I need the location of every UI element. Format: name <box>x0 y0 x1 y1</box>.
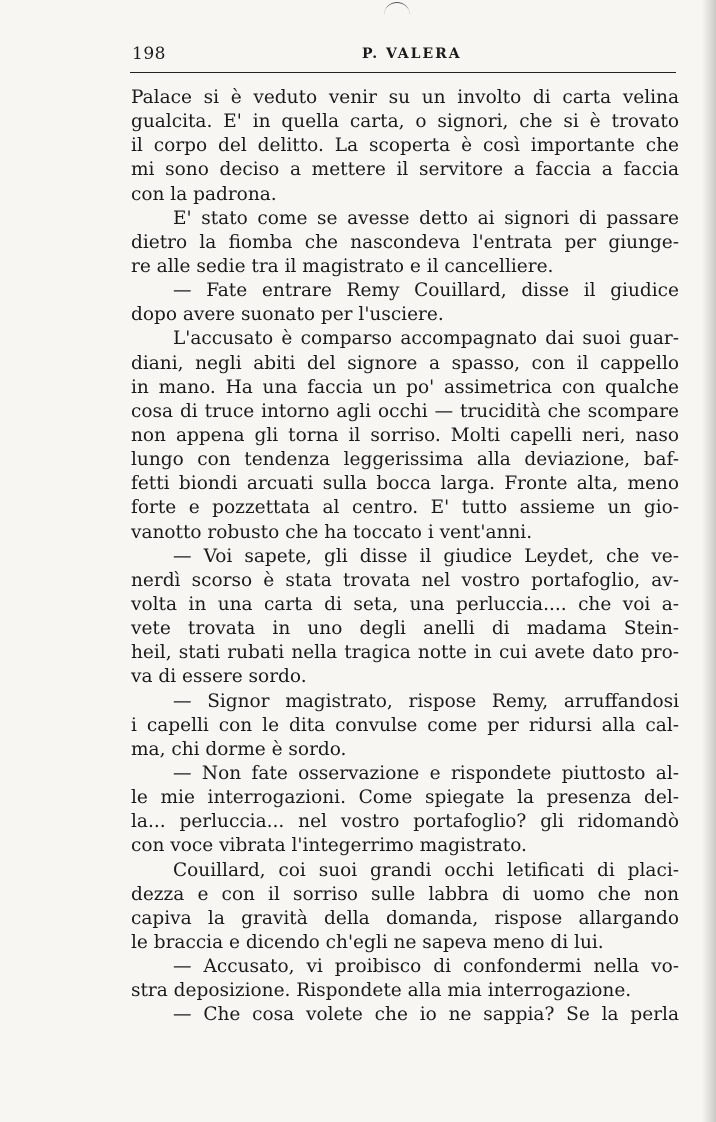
text-line: nerdì scorso è stata trovata nel vostro portafoglio, av- <box>131 569 679 591</box>
text-line: — Fate entrare Remy Couillard, disse il giudice <box>173 280 679 302</box>
text-line: lungo con tendenza leggerissima alla deviazione, baf- <box>131 449 679 471</box>
text-line: — Non fate osservazione e rispondete piuttosto al- <box>173 762 679 784</box>
running-head: P. VALERA <box>362 46 462 62</box>
text-line: dezza e con il sorriso sulle labbra di uomo che non <box>131 883 679 905</box>
text-line: E' stato come se avesse detto ai signori di passare <box>173 207 679 229</box>
text-line: le mie interrogazioni. Come spiegate la presenza del- <box>131 787 679 809</box>
text-line: non appena gli torna il sorriso. Molti capelli neri, naso <box>131 424 679 446</box>
text-line: capiva la gravità della domanda, rispose allargando <box>131 907 679 929</box>
body-text <box>131 86 679 1027</box>
text-line: vanotto robusto che ha toccato i vent'anni. <box>131 521 533 543</box>
text-line: heil, stati rubati nella tragica notte in cui avete dato pro- <box>131 642 679 664</box>
text-line: in mano. Ha una faccia un po' assimetrica con qualche <box>131 376 679 398</box>
text-line: gualcita. E' in quella carta, o signori, che si è trovato <box>131 111 679 133</box>
text-line: cosa di truce intorno agli occhi — trucidità che scompare <box>131 400 679 422</box>
text-line: forte e pozzettata al centro. E' tutto assieme un gio- <box>131 497 679 519</box>
text-line: vete trovata in uno degli anelli di madama Stein- <box>131 618 679 640</box>
text-line: Couillard, coi suoi grandi occhi letificati di placi- <box>173 859 679 881</box>
text-line: stra deposizione. Rispondete alla mia interrogazione. <box>131 980 632 1002</box>
text-line: ma, chi dorme è sordo. <box>131 738 347 760</box>
text-line: i capelli con le dita convulse come per ridursi alla cal- <box>131 714 679 736</box>
text-line: il corpo del delitto. La scoperta è così importante che <box>131 135 679 157</box>
top-page-mark <box>384 2 410 17</box>
text-line: diani, negli abiti del signore a spasso, con il cappello <box>131 352 679 374</box>
text-line: — Che cosa volete che io ne sappia? Se la perla <box>173 1004 679 1026</box>
text-line: fetti biondi arcuati sulla bocca larga. Fronte alta, meno <box>131 473 679 495</box>
text-line: Palace si è veduto venir su un involto di carta velina <box>131 87 679 108</box>
text-line: dopo avere suonato per l'usciere. <box>131 304 444 326</box>
header-rule <box>130 72 676 73</box>
text-line: le braccia e dicendo ch'egli ne sapeva meno di lui. <box>131 931 604 953</box>
page-edge-shadow <box>702 0 716 1122</box>
page-number: 198 <box>132 44 166 64</box>
text-line: re alle sedie tra il magistrato e il cancelliere. <box>131 255 554 277</box>
text-line: — Signor magistrato, rispose Remy, arruffandosi <box>173 690 679 712</box>
text-line: dietro la fiomba che nascondeva l'entrata per giunge- <box>131 231 679 253</box>
text-line: — Voi sapete, gli disse il giudice Leydet, che ve- <box>173 545 679 567</box>
text-line: volta in una carta di seta, una perluccia.... che voi a- <box>131 593 679 615</box>
text-line: la... perluccia... nel vostro portafoglio? gli ridomandò <box>131 811 679 833</box>
text-line: mi sono deciso a mettere il servitore a faccia a faccia <box>131 159 679 181</box>
text-line: — Accusato, vi proibisco di confondermi nella vo- <box>173 956 679 978</box>
page-header <box>132 44 674 72</box>
text-line: con voce vibrata l'integerrimo magistrato. <box>131 835 527 857</box>
text-line: L'accusato è comparso accompagnato dai suoi guar- <box>173 328 679 350</box>
text-line: va di essere sordo. <box>131 666 307 688</box>
text-line: con la padrona. <box>131 183 277 205</box>
